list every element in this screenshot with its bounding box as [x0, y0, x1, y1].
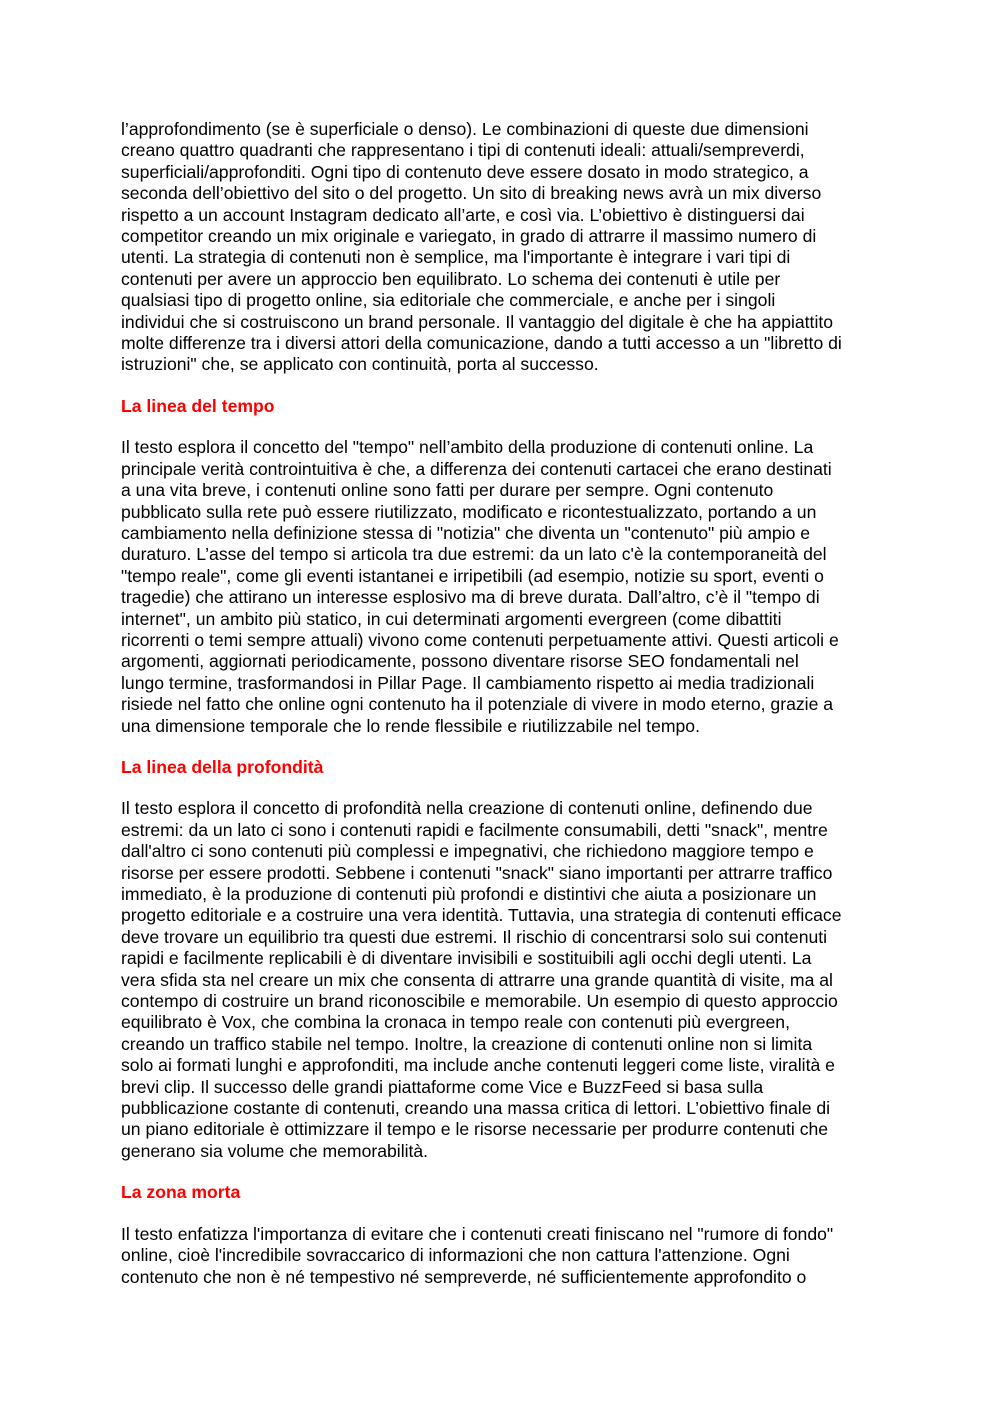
intro-paragraph: l’approfondimento (se è superficiale o denso). Le combinazioni di queste due dimensioni creano quattro quadranti che rappresentano i tipi di contenuti ideali: attuali/sempreverdi, superficiali/approfonditi. Ogni tipo di contenuto deve essere dosato in modo strategico, a seconda dell’obiettivo del sito o del progetto. Un sito di breaking news avrà un mix diverso rispetto a un account Instagram dedicato all’arte, e così via. L’obiettivo è distinguersi dai competitor creando un mix originale e variegato, in grado di attrarre il massimo numero di utenti. La strategia di contenuti non è semplice, ma l'importante è integrare i vari tipi di contenuti per avere un approccio ben equilibrato. Lo schema dei contenuti è utile per qualsiasi tipo di progetto online, sia editoriale che commerciale, e anche per i singoli individui che si costruiscono un brand personale. Il vantaggio del digitale è che ha appiattito molte differenze tra i diversi attori della comunicazione, dando a tutti accesso a un "libretto di istruzioni" che, se applicato con continuità, porta al successo. — [121, 119, 842, 375]
section-body-depth: Il testo esplora il concetto di profondità nella creazione di contenuti online, definendo due estremi: da un lato ci sono i contenuti rapidi e facilmente consumabili, detti "snack", mentre dall'altro ci sono contenuti più complessi e impegnativi, che richiedono maggiore tempo e risorse per essere prodotti. Sebbene i contenuti "snack" siano importanti per attrarre traffico immediato, è la produzione di contenuti più profondi e distintivi che aiuta a posizionare un progetto editoriale e a costruire una vera identità. Tuttavia, una strategia di contenuti efficace deve trovare un equilibrio tra questi due estremi. Il rischio di concentrarsi solo sui contenuti rapidi e facilmente replicabili è di diventare invisibili e sostituibili agli occhi degli utenti. La vera sfida sta nel creare un mix che consenta di attrarre una grande quantità di visite, ma al contempo di costruire un brand riconoscibile e memorabile. Un esempio di questo approccio equilibrato è Vox, che combina la cronaca in tempo reale con contenuti più evergreen, creando un traffico stabile nel tempo. Inoltre, la creazione di contenuti online non si limita solo ai formati lunghi e approfonditi, ma include anche contenuti leggeri come liste, viralità e brevi clip. Il successo delle grandi piattaforme come Vice e BuzzFeed si basa sulla pubblicazione costante di contenuti, creando una massa critica di lettori. L’obiettivo finale di un piano editoriale è ottimizzare il tempo e le risorse necessarie per produrre contenuti che generano sia volume che memorabilità. — [121, 798, 842, 1161]
section-heading-timeline: La linea del tempo — [121, 395, 275, 416]
section-body-dead-zone: Il testo enfatizza l'importanza di evitare che i contenuti creati finiscano nel "rumore di fondo" online, cioè l'incredibile sovraccarico di informazioni che non cattura l'attenzione. Ogni contenuto che non è né tempestivo né sempreverde, né sufficientemente approfondito o — [121, 1223, 834, 1287]
section-body-timeline: Il testo esplora il concetto del "tempo" nell’ambito della produzione di contenuti online. La principale verità controintuitiva è che, a differenza dei contenuti cartacei che erano destinati a una vita breve, i contenuti online sono fatti per durare per sempre. Ogni contenuto pubblicato sulla rete può essere riutilizzato, modificato e ricontestualizzato, portando a un cambiamento nella definizione stessa di "notizia" che diventa un "contenuto" più ampio e duraturo. L’asse del tempo si articola tra due estremi: da un lato c'è la contemporaneità del "tempo reale", come gli eventi istantanei e irripetibili (ad esempio, notizie su sport, eventi o tragedie) che attirano un interesse esplosivo ma di breve durata. Dall’altro, c’è il "tempo di internet", un ambito più statico, in cui determinati argomenti evergreen (come dibattiti ricorrenti o temi sempre attuali) vivono come contenuti perpetuamente attivi. Questi articoli e argomenti, aggiornati periodicamente, possono diventare risorse SEO fondamentali nel lungo termine, trasformandosi in Pillar Page. Il cambiamento rispetto ai media tradizionali risiede nel fatto che online ogni contenuto ha il potenziale di vivere in modo eterno, grazie a una dimensione temporale che lo rende flessibile e riutilizzabile nel tempo. — [121, 437, 839, 736]
document-page — [121, 119, 893, 1288]
section-heading-depth: La linea della profondità — [121, 756, 324, 777]
section-heading-dead-zone: La zona morta — [121, 1182, 241, 1203]
